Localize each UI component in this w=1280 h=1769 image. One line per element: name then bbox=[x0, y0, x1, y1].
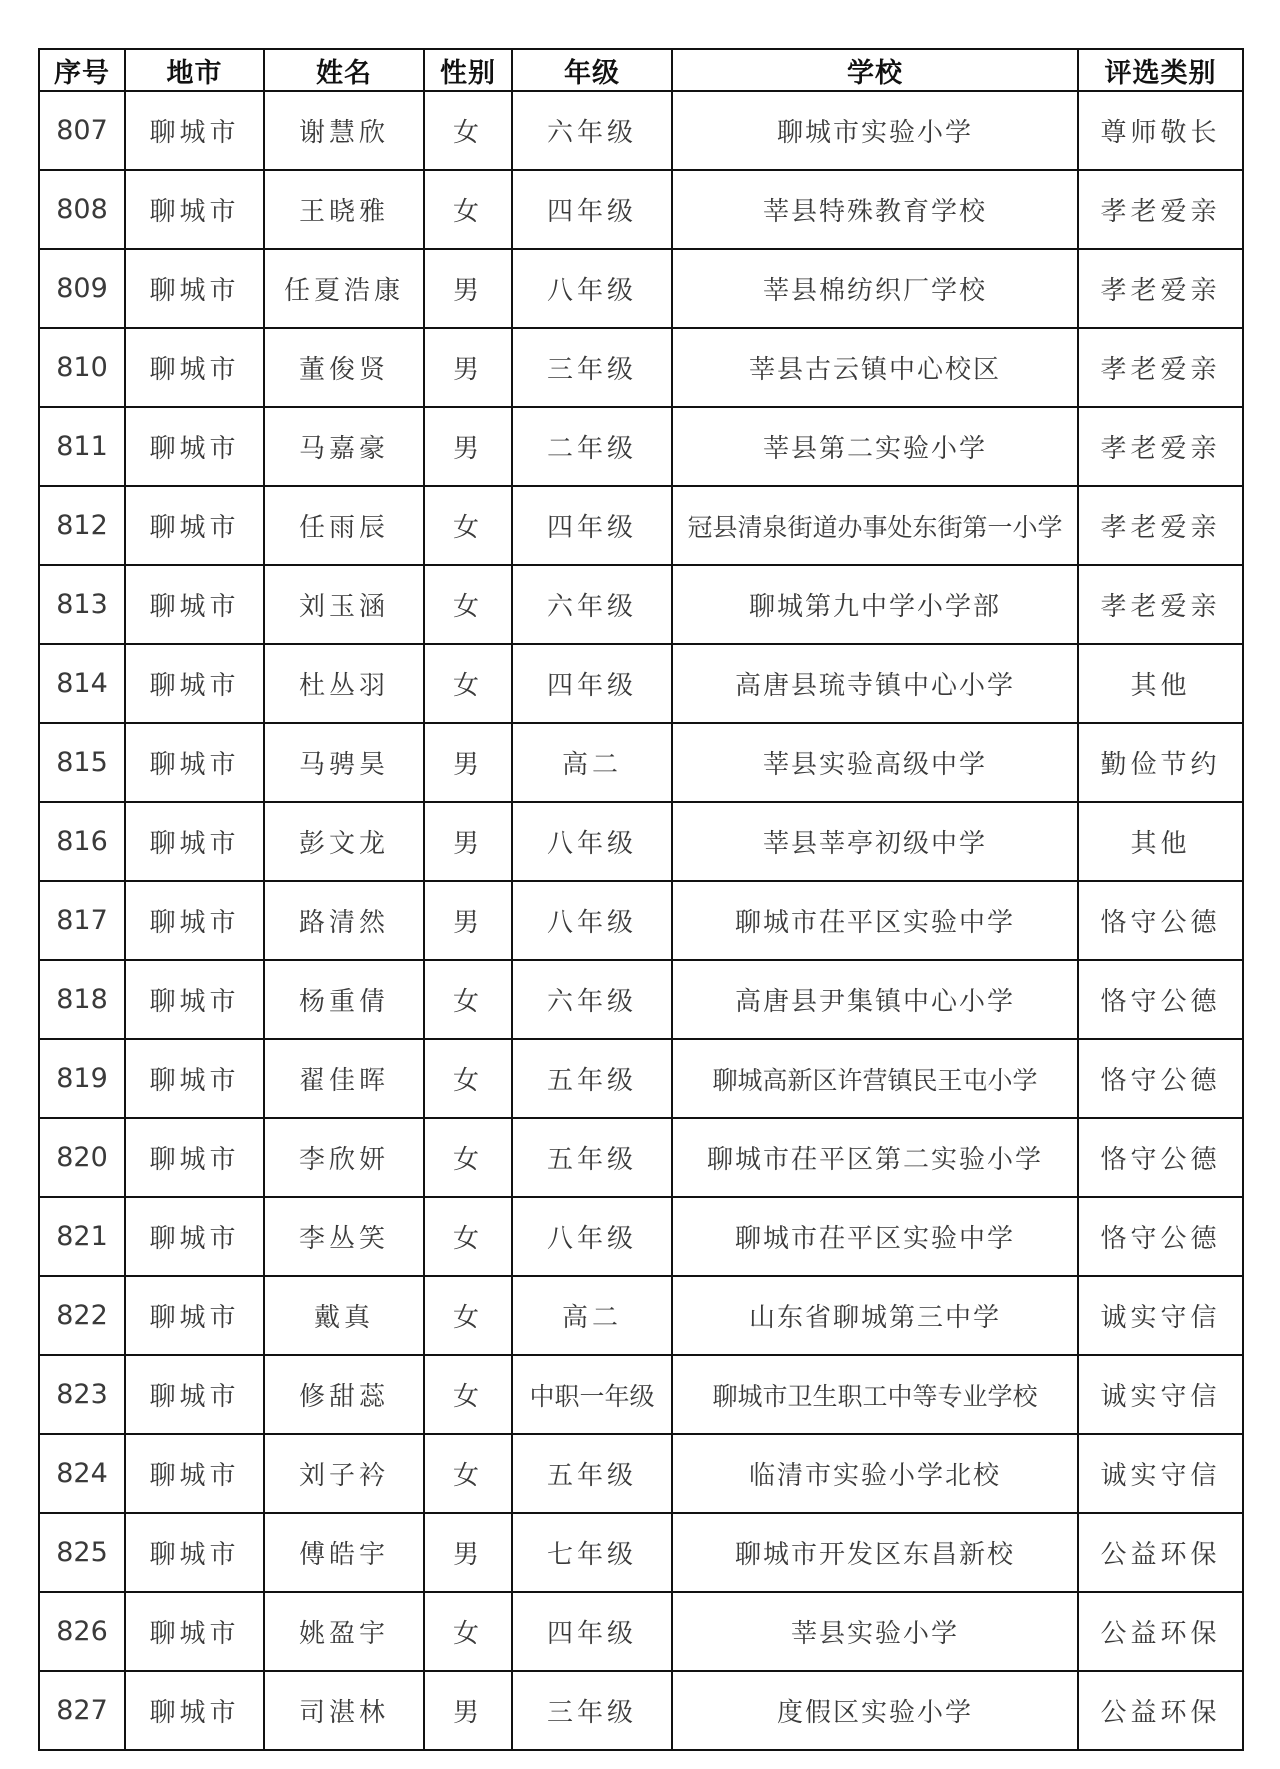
city-cell: 聊城市 bbox=[125, 486, 264, 565]
school-cell: 莘县实验高级中学 bbox=[672, 723, 1078, 802]
table-row bbox=[39, 486, 1243, 565]
name-cell: 修甜蕊 bbox=[264, 1355, 424, 1434]
table-row bbox=[39, 407, 1243, 486]
header-cell-grade: 年级 bbox=[512, 49, 672, 91]
grade-cell: 高二 bbox=[512, 1276, 672, 1355]
school-cell: 莘县棉纺织厂学校 bbox=[672, 249, 1078, 328]
name-cell: 李丛笑 bbox=[264, 1197, 424, 1276]
city-cell: 聊城市 bbox=[125, 1039, 264, 1118]
name-cell: 翟佳晖 bbox=[264, 1039, 424, 1118]
index-cell: 824 bbox=[39, 1434, 125, 1513]
gender-cell: 男 bbox=[424, 407, 512, 486]
header-cell-gender: 性别 bbox=[424, 49, 512, 91]
category-cell: 公益环保 bbox=[1078, 1513, 1243, 1592]
category-cell: 其他 bbox=[1078, 802, 1243, 881]
school-cell: 高唐县琉寺镇中心小学 bbox=[672, 644, 1078, 723]
gender-cell: 女 bbox=[424, 486, 512, 565]
city-cell: 聊城市 bbox=[125, 723, 264, 802]
table-row bbox=[39, 960, 1243, 1039]
gender-cell: 男 bbox=[424, 249, 512, 328]
school-cell: 冠县清泉街道办事处东街第一小学 bbox=[672, 486, 1078, 565]
city-cell: 聊城市 bbox=[125, 1355, 264, 1434]
table-row bbox=[39, 328, 1243, 407]
city-cell: 聊城市 bbox=[125, 802, 264, 881]
category-cell: 其他 bbox=[1078, 644, 1243, 723]
category-cell: 诚实守信 bbox=[1078, 1434, 1243, 1513]
grade-cell: 四年级 bbox=[512, 170, 672, 249]
school-cell: 度假区实验小学 bbox=[672, 1671, 1078, 1750]
table-row bbox=[39, 1513, 1243, 1592]
table-row bbox=[39, 723, 1243, 802]
name-cell: 任雨辰 bbox=[264, 486, 424, 565]
school-cell: 聊城市实验小学 bbox=[672, 91, 1078, 170]
category-cell: 孝老爱亲 bbox=[1078, 486, 1243, 565]
table-row bbox=[39, 1671, 1243, 1750]
name-cell: 董俊贤 bbox=[264, 328, 424, 407]
header-cell-city: 地市 bbox=[125, 49, 264, 91]
category-cell: 恪守公德 bbox=[1078, 1197, 1243, 1276]
category-cell: 诚实守信 bbox=[1078, 1276, 1243, 1355]
gender-cell: 女 bbox=[424, 1355, 512, 1434]
index-cell: 808 bbox=[39, 170, 125, 249]
grade-cell: 六年级 bbox=[512, 960, 672, 1039]
name-cell: 姚盈宇 bbox=[264, 1592, 424, 1671]
category-cell: 恪守公德 bbox=[1078, 960, 1243, 1039]
city-cell: 聊城市 bbox=[125, 1197, 264, 1276]
gender-cell: 女 bbox=[424, 1434, 512, 1513]
grade-cell: 五年级 bbox=[512, 1039, 672, 1118]
index-cell: 820 bbox=[39, 1118, 125, 1197]
category-cell: 孝老爱亲 bbox=[1078, 170, 1243, 249]
index-cell: 813 bbox=[39, 565, 125, 644]
table-row bbox=[39, 1592, 1243, 1671]
city-cell: 聊城市 bbox=[125, 960, 264, 1039]
roster-table bbox=[38, 48, 1244, 1751]
school-cell: 聊城市开发区东昌新校 bbox=[672, 1513, 1078, 1592]
gender-cell: 男 bbox=[424, 1671, 512, 1750]
school-cell: 聊城市卫生职工中等专业学校 bbox=[672, 1355, 1078, 1434]
gender-cell: 女 bbox=[424, 1039, 512, 1118]
grade-cell: 三年级 bbox=[512, 1671, 672, 1750]
category-cell: 恪守公德 bbox=[1078, 1039, 1243, 1118]
name-cell: 谢慧欣 bbox=[264, 91, 424, 170]
city-cell: 聊城市 bbox=[125, 1671, 264, 1750]
grade-cell: 中职一年级 bbox=[512, 1355, 672, 1434]
gender-cell: 女 bbox=[424, 644, 512, 723]
index-cell: 825 bbox=[39, 1513, 125, 1592]
table-row bbox=[39, 1118, 1243, 1197]
index-cell: 819 bbox=[39, 1039, 125, 1118]
grade-cell: 三年级 bbox=[512, 328, 672, 407]
name-cell: 杨重倩 bbox=[264, 960, 424, 1039]
school-cell: 莘县特殊教育学校 bbox=[672, 170, 1078, 249]
index-cell: 818 bbox=[39, 960, 125, 1039]
table-row bbox=[39, 170, 1243, 249]
category-cell: 恪守公德 bbox=[1078, 881, 1243, 960]
index-cell: 817 bbox=[39, 881, 125, 960]
city-cell: 聊城市 bbox=[125, 881, 264, 960]
name-cell: 彭文龙 bbox=[264, 802, 424, 881]
header-cell-category: 评选类别 bbox=[1078, 49, 1243, 91]
city-cell: 聊城市 bbox=[125, 644, 264, 723]
grade-cell: 八年级 bbox=[512, 881, 672, 960]
category-cell: 恪守公德 bbox=[1078, 1118, 1243, 1197]
school-cell: 莘县实验小学 bbox=[672, 1592, 1078, 1671]
table-row bbox=[39, 1039, 1243, 1118]
school-cell: 莘县第二实验小学 bbox=[672, 407, 1078, 486]
index-cell: 826 bbox=[39, 1592, 125, 1671]
city-cell: 聊城市 bbox=[125, 1276, 264, 1355]
grade-cell: 二年级 bbox=[512, 407, 672, 486]
gender-cell: 男 bbox=[424, 881, 512, 960]
index-cell: 816 bbox=[39, 802, 125, 881]
name-cell: 司湛林 bbox=[264, 1671, 424, 1750]
grade-cell: 五年级 bbox=[512, 1434, 672, 1513]
table-row bbox=[39, 644, 1243, 723]
city-cell: 聊城市 bbox=[125, 407, 264, 486]
name-cell: 傅皓宇 bbox=[264, 1513, 424, 1592]
gender-cell: 女 bbox=[424, 170, 512, 249]
city-cell: 聊城市 bbox=[125, 328, 264, 407]
category-cell: 孝老爱亲 bbox=[1078, 249, 1243, 328]
name-cell: 李欣妍 bbox=[264, 1118, 424, 1197]
table-row bbox=[39, 1276, 1243, 1355]
table-row bbox=[39, 249, 1243, 328]
table-row bbox=[39, 802, 1243, 881]
grade-cell: 四年级 bbox=[512, 486, 672, 565]
grade-cell: 六年级 bbox=[512, 565, 672, 644]
grade-cell: 高二 bbox=[512, 723, 672, 802]
gender-cell: 男 bbox=[424, 802, 512, 881]
index-cell: 821 bbox=[39, 1197, 125, 1276]
index-cell: 815 bbox=[39, 723, 125, 802]
gender-cell: 女 bbox=[424, 1276, 512, 1355]
school-cell: 聊城第九中学小学部 bbox=[672, 565, 1078, 644]
name-cell: 杜丛羽 bbox=[264, 644, 424, 723]
category-cell: 孝老爱亲 bbox=[1078, 407, 1243, 486]
index-cell: 810 bbox=[39, 328, 125, 407]
school-cell: 高唐县尹集镇中心小学 bbox=[672, 960, 1078, 1039]
city-cell: 聊城市 bbox=[125, 91, 264, 170]
category-cell: 勤俭节约 bbox=[1078, 723, 1243, 802]
grade-cell: 四年级 bbox=[512, 644, 672, 723]
name-cell: 刘玉涵 bbox=[264, 565, 424, 644]
grade-cell: 四年级 bbox=[512, 1592, 672, 1671]
index-cell: 822 bbox=[39, 1276, 125, 1355]
name-cell: 王晓雅 bbox=[264, 170, 424, 249]
gender-cell: 女 bbox=[424, 960, 512, 1039]
city-cell: 聊城市 bbox=[125, 1118, 264, 1197]
gender-cell: 男 bbox=[424, 723, 512, 802]
grade-cell: 八年级 bbox=[512, 802, 672, 881]
header-cell-index: 序号 bbox=[39, 49, 125, 91]
school-cell: 莘县古云镇中心校区 bbox=[672, 328, 1078, 407]
table-row bbox=[39, 91, 1243, 170]
index-cell: 809 bbox=[39, 249, 125, 328]
gender-cell: 女 bbox=[424, 1118, 512, 1197]
category-cell: 诚实守信 bbox=[1078, 1355, 1243, 1434]
category-cell: 公益环保 bbox=[1078, 1671, 1243, 1750]
table-row bbox=[39, 1355, 1243, 1434]
school-cell: 聊城高新区许营镇民王屯小学 bbox=[672, 1039, 1078, 1118]
grade-cell: 八年级 bbox=[512, 1197, 672, 1276]
table-row bbox=[39, 881, 1243, 960]
grade-cell: 五年级 bbox=[512, 1118, 672, 1197]
grade-cell: 八年级 bbox=[512, 249, 672, 328]
category-cell: 孝老爱亲 bbox=[1078, 565, 1243, 644]
gender-cell: 女 bbox=[424, 1592, 512, 1671]
school-cell: 聊城市茌平区实验中学 bbox=[672, 881, 1078, 960]
school-cell: 山东省聊城第三中学 bbox=[672, 1276, 1078, 1355]
table-row bbox=[39, 565, 1243, 644]
city-cell: 聊城市 bbox=[125, 1434, 264, 1513]
gender-cell: 女 bbox=[424, 91, 512, 170]
school-cell: 聊城市茌平区实验中学 bbox=[672, 1197, 1078, 1276]
table-row bbox=[39, 1197, 1243, 1276]
name-cell: 马嘉豪 bbox=[264, 407, 424, 486]
city-cell: 聊城市 bbox=[125, 1513, 264, 1592]
city-cell: 聊城市 bbox=[125, 565, 264, 644]
index-cell: 812 bbox=[39, 486, 125, 565]
index-cell: 814 bbox=[39, 644, 125, 723]
index-cell: 807 bbox=[39, 91, 125, 170]
gender-cell: 女 bbox=[424, 565, 512, 644]
name-cell: 马骋昊 bbox=[264, 723, 424, 802]
city-cell: 聊城市 bbox=[125, 249, 264, 328]
header-cell-school: 学校 bbox=[672, 49, 1078, 91]
category-cell: 尊师敬长 bbox=[1078, 91, 1243, 170]
category-cell: 孝老爱亲 bbox=[1078, 328, 1243, 407]
roster-body bbox=[39, 91, 1243, 1750]
school-cell: 聊城市茌平区第二实验小学 bbox=[672, 1118, 1078, 1197]
city-cell: 聊城市 bbox=[125, 1592, 264, 1671]
name-cell: 路清然 bbox=[264, 881, 424, 960]
index-cell: 827 bbox=[39, 1671, 125, 1750]
city-cell: 聊城市 bbox=[125, 170, 264, 249]
header-cell-name: 姓名 bbox=[264, 49, 424, 91]
gender-cell: 男 bbox=[424, 328, 512, 407]
grade-cell: 七年级 bbox=[512, 1513, 672, 1592]
name-cell: 刘子衿 bbox=[264, 1434, 424, 1513]
table-row bbox=[39, 1434, 1243, 1513]
gender-cell: 女 bbox=[424, 1197, 512, 1276]
header-row bbox=[39, 49, 1243, 91]
school-cell: 莘县莘亭初级中学 bbox=[672, 802, 1078, 881]
index-cell: 811 bbox=[39, 407, 125, 486]
name-cell: 戴真 bbox=[264, 1276, 424, 1355]
school-cell: 临清市实验小学北校 bbox=[672, 1434, 1078, 1513]
grade-cell: 六年级 bbox=[512, 91, 672, 170]
index-cell: 823 bbox=[39, 1355, 125, 1434]
gender-cell: 男 bbox=[424, 1513, 512, 1592]
name-cell: 任夏浩康 bbox=[264, 249, 424, 328]
category-cell: 公益环保 bbox=[1078, 1592, 1243, 1671]
